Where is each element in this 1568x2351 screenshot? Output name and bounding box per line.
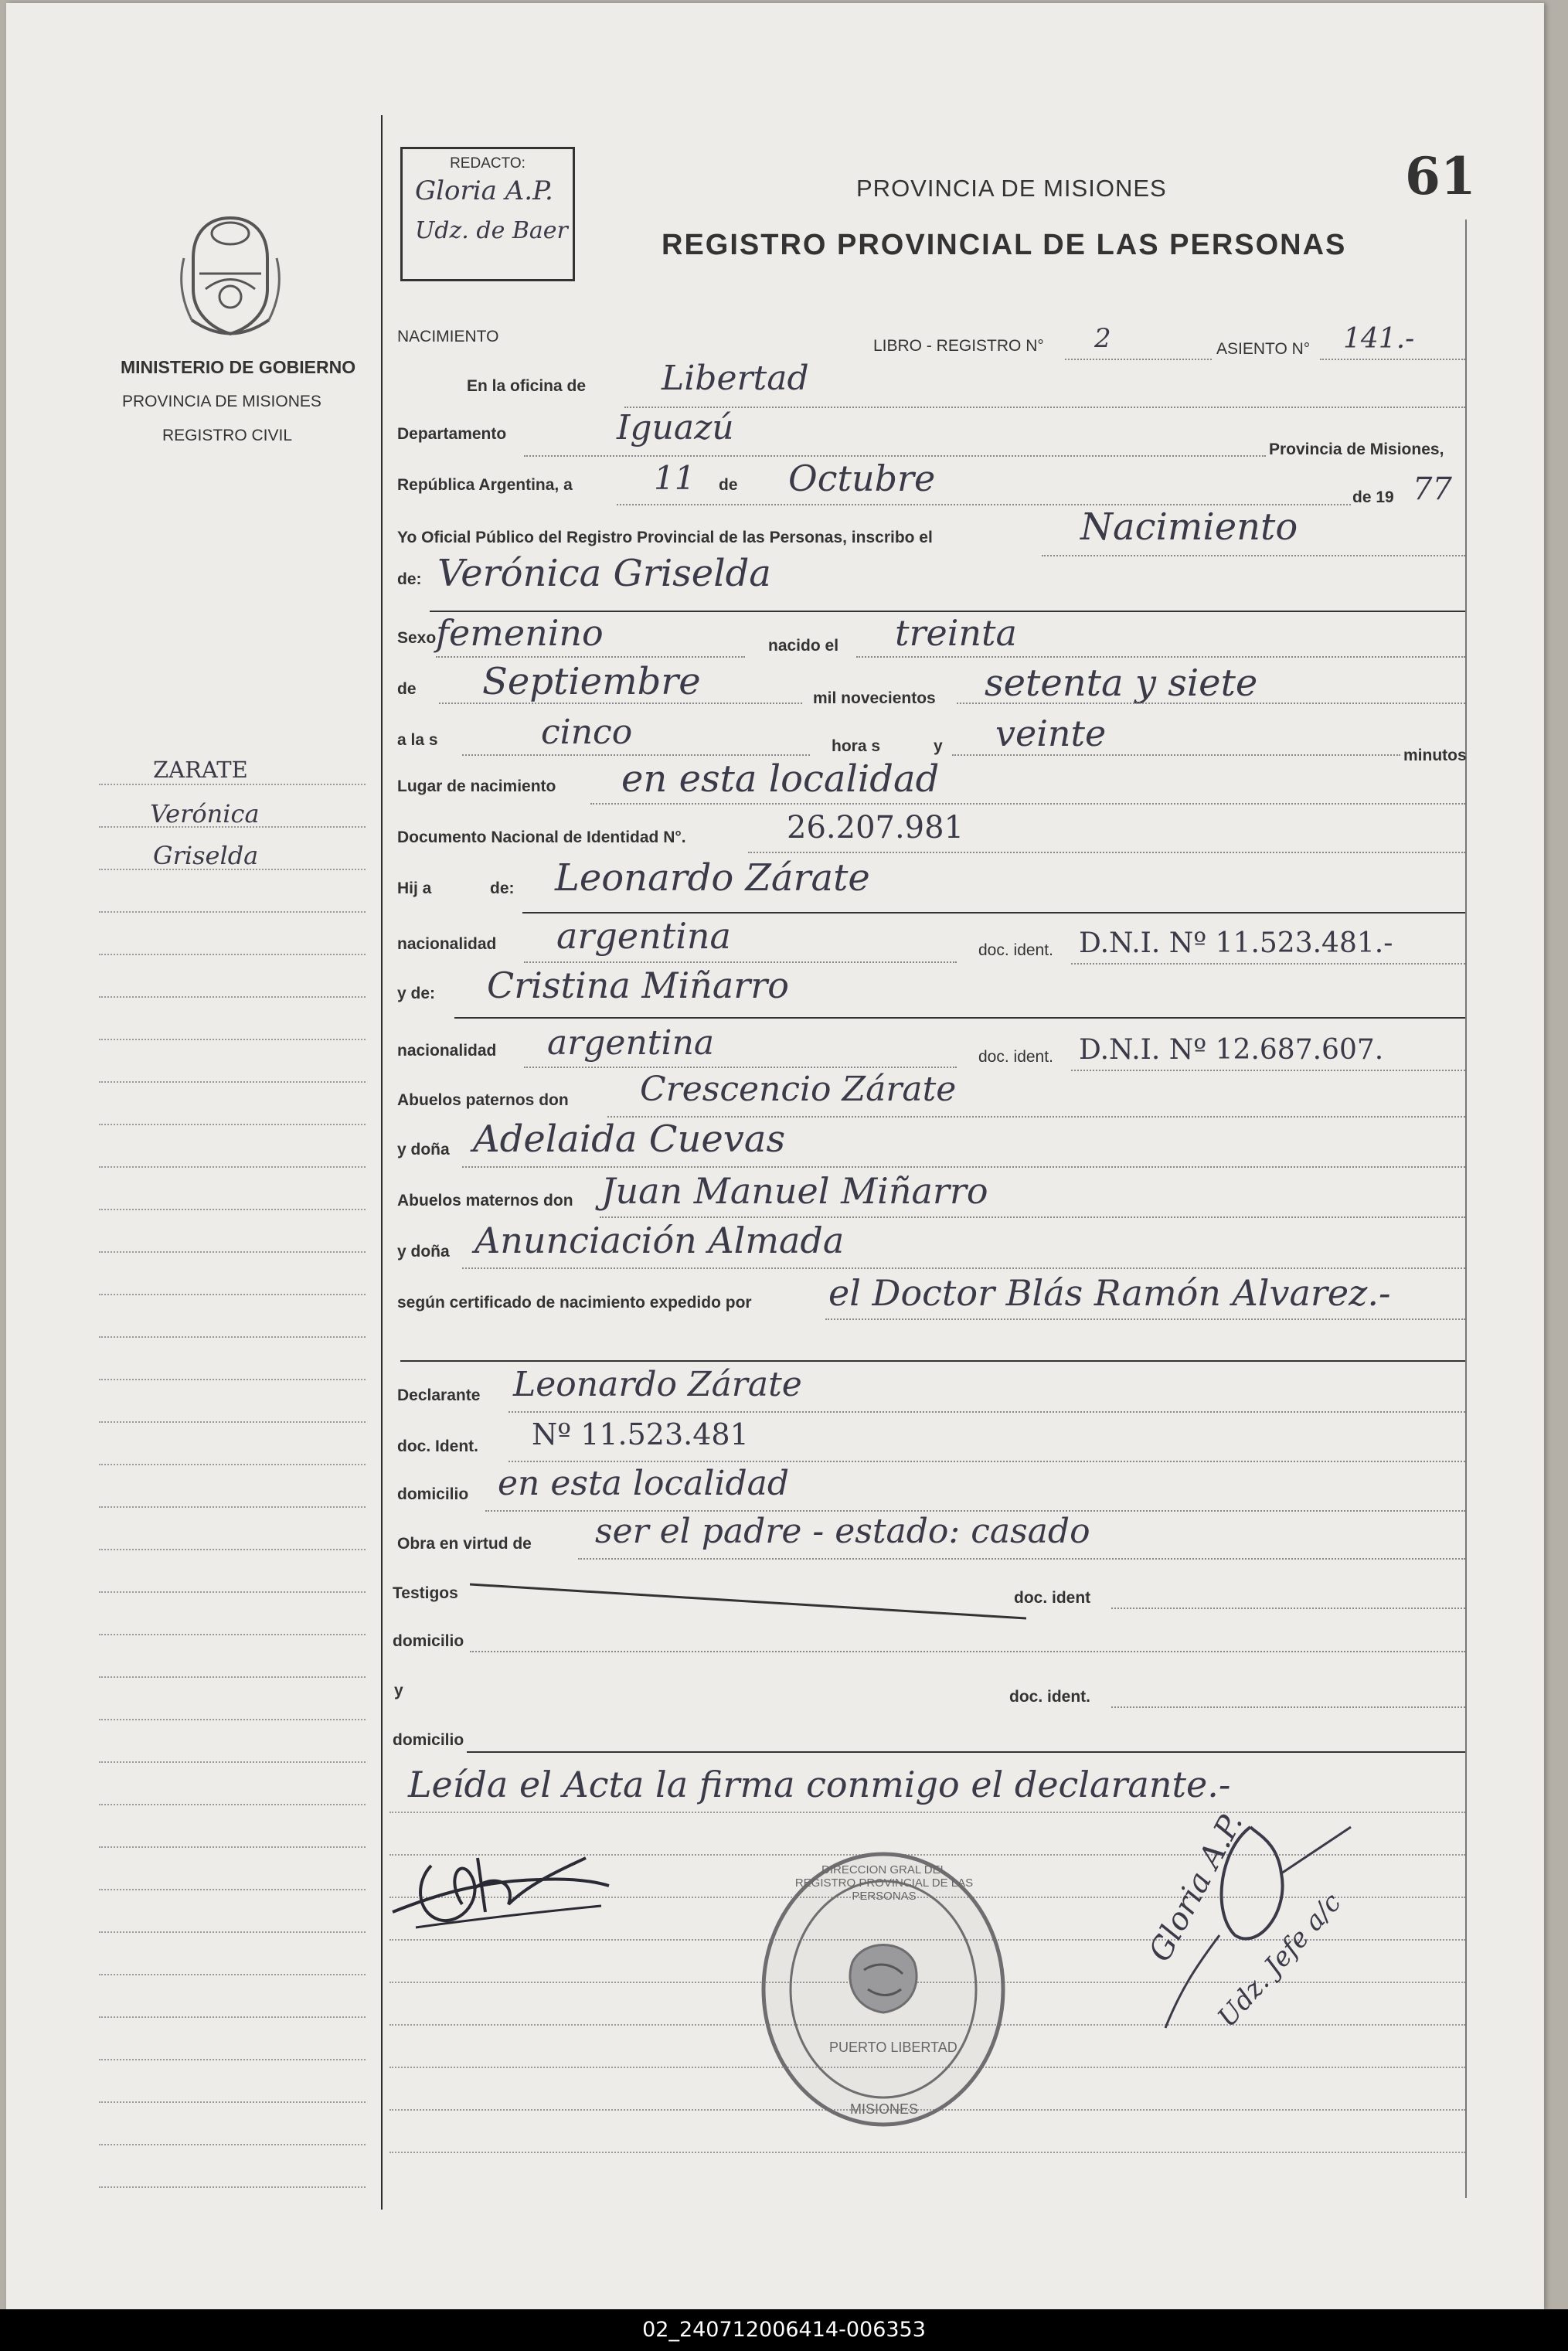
seal-sub: MISIONES bbox=[850, 2101, 919, 2117]
sexo-line bbox=[436, 656, 745, 658]
mil-label: mil novecientos bbox=[813, 689, 936, 707]
declarante-value: Leonardo Zárate bbox=[513, 1365, 802, 1404]
year-value: 77 bbox=[1413, 471, 1452, 507]
sidebar-rule-line bbox=[99, 996, 366, 998]
abuelo-pat-value: Crescencio Zárate bbox=[640, 1070, 957, 1109]
abuela-mat-value: Anunciación Almada bbox=[474, 1220, 845, 1261]
hora-label: hora s bbox=[832, 737, 881, 755]
minutos-label: minutos bbox=[1403, 747, 1467, 764]
certificado-label: según certificado de nacimiento expedido por bbox=[397, 1294, 752, 1312]
nacido-label: nacido el bbox=[768, 637, 839, 655]
nac1-value: argentina bbox=[556, 915, 731, 957]
hora-value: cinco bbox=[541, 713, 633, 752]
declarante-line bbox=[508, 1411, 1465, 1413]
right-margin-rule bbox=[1465, 219, 1467, 2198]
sidebar-civil: REGISTRO CIVIL bbox=[162, 427, 293, 444]
seal-text: DIRECCION GRAL DEL REGISTRO PROVINCIAL DE LAS PERSONAS bbox=[794, 1863, 974, 1903]
ala-label: a la s bbox=[397, 731, 438, 749]
anio-line bbox=[957, 703, 1465, 704]
obra-value: ser el padre - estado: casado bbox=[595, 1512, 1090, 1551]
asiento-line bbox=[1320, 359, 1465, 360]
nacimiento-label: NACIMIENTO bbox=[397, 328, 499, 345]
departamento-value: Iguazú bbox=[617, 408, 734, 447]
dia-letras: treinta bbox=[895, 612, 1017, 654]
month-value: Octubre bbox=[788, 458, 936, 499]
sidebar-rule-line bbox=[99, 954, 366, 955]
domicilio3-label: domicilio bbox=[393, 1731, 464, 1749]
ydona1-label: y doña bbox=[397, 1141, 450, 1158]
docident2-value: D.N.I. Nº 12.687.607. bbox=[1079, 1034, 1384, 1066]
lugar-line bbox=[590, 803, 1465, 805]
ydona2-label: y doña bbox=[397, 1243, 450, 1261]
hija-label: Hij a bbox=[397, 879, 432, 897]
docident3-value: Nº 11.523.481 bbox=[532, 1417, 749, 1451]
document-page bbox=[6, 3, 1544, 2310]
redacto-box bbox=[400, 147, 575, 281]
dia-line bbox=[856, 656, 1465, 658]
sidebar-rule-line bbox=[99, 1464, 366, 1465]
minutos-line bbox=[952, 754, 1400, 756]
y2-label: y bbox=[394, 1682, 403, 1699]
acto-value: Nacimiento bbox=[1080, 505, 1298, 549]
docident2-label: doc. ident. bbox=[978, 1048, 1053, 1066]
left-margin-rule bbox=[381, 115, 383, 2210]
oficina-line bbox=[624, 407, 1465, 408]
yde-label: y de: bbox=[397, 985, 436, 1002]
sidebar-rule-line bbox=[99, 1931, 366, 1933]
image-caption: 02_240712006414-006353 bbox=[0, 2309, 1568, 2351]
sidebar-rule-line bbox=[99, 2186, 366, 2188]
padre-value: Leonardo Zárate bbox=[555, 856, 870, 900]
yo-oficial-label: Yo Oficial Público del Registro Provincial de las Personas, inscribo el bbox=[397, 529, 933, 546]
madre-line bbox=[454, 1017, 1465, 1019]
redacto-role: Udz. de Baer bbox=[415, 217, 568, 244]
testigos-strike bbox=[470, 1580, 1026, 1626]
sidebar-rule-line bbox=[99, 1549, 366, 1550]
abuelo-mat-value: Juan Manuel Miñarro bbox=[601, 1170, 988, 1212]
sidebar-rule-line bbox=[99, 1124, 366, 1125]
sidebar-surname: ZARATE bbox=[153, 757, 248, 783]
sidebar-rule-line bbox=[99, 1974, 366, 1975]
coat-of-arms-icon bbox=[176, 212, 284, 343]
madre-value: Cristina Miñarro bbox=[487, 965, 789, 1006]
officer-signature-name: Gloria A.P. bbox=[1142, 1807, 1250, 1968]
ministry-title: MINISTERIO DE GOBIERNO bbox=[121, 357, 356, 377]
redacto-label: REDACTO: bbox=[450, 155, 526, 172]
docident1-line bbox=[1071, 963, 1465, 965]
dni-line bbox=[748, 852, 1465, 853]
sidebar-rule-line bbox=[99, 1081, 366, 1083]
provincia-label: Provincia de Misiones, bbox=[1269, 441, 1444, 458]
sidebar-rule-line bbox=[99, 1379, 366, 1380]
lugar-value: en esta localidad bbox=[621, 757, 940, 801]
de4-label: de: bbox=[490, 879, 515, 897]
oficina-value: Libertad bbox=[662, 359, 809, 398]
anio-letras: setenta y siete bbox=[985, 662, 1258, 705]
padre-line bbox=[522, 912, 1465, 914]
docident5-line bbox=[1111, 1706, 1465, 1708]
sidebar-province: PROVINCIA DE MISIONES bbox=[122, 393, 321, 410]
sidebar-rule-line bbox=[99, 2144, 366, 2145]
sexo-label: Sexo bbox=[397, 629, 437, 647]
asiento-label: ASIENTO N° bbox=[1216, 340, 1311, 358]
docident3-line bbox=[508, 1461, 1465, 1462]
sidebar-rule-line bbox=[99, 1251, 366, 1253]
sidebar-rule-line bbox=[99, 1166, 366, 1168]
section-divider bbox=[400, 1360, 1465, 1362]
abuelo-mat-line bbox=[600, 1216, 1465, 1218]
domicilio2-line bbox=[470, 1651, 1465, 1652]
sidebar-rule-line bbox=[99, 1889, 366, 1890]
sidebar-rule-line bbox=[99, 1039, 366, 1040]
domicilio2-label: domicilio bbox=[393, 1632, 464, 1650]
sidebar-rule-line bbox=[99, 1846, 366, 1848]
libro-value: 2 bbox=[1094, 323, 1111, 354]
asiento-value: 141.- bbox=[1343, 323, 1415, 355]
domicilio1-value: en esta localidad bbox=[498, 1464, 790, 1503]
redacto-name: Gloria A.P. bbox=[415, 175, 553, 206]
nac1-line bbox=[524, 961, 957, 963]
year-label: de 19 bbox=[1352, 488, 1394, 506]
sidebar-rule-line bbox=[99, 1761, 366, 1763]
libro-line bbox=[1065, 359, 1212, 360]
departamento-label: Departamento bbox=[397, 425, 507, 443]
sidebar-rule-line bbox=[99, 1506, 366, 1508]
declarante-label: Declarante bbox=[397, 1386, 481, 1404]
sidebar-rule-line bbox=[99, 1336, 366, 1338]
docident4-line bbox=[1111, 1608, 1465, 1609]
docident1-value: D.N.I. Nº 11.523.481.- bbox=[1079, 927, 1393, 959]
nac2-label: nacionalidad bbox=[397, 1042, 497, 1060]
sidebar-given-name-2: Griselda bbox=[153, 841, 259, 870]
day-value: 11 bbox=[654, 459, 696, 497]
official-seal bbox=[756, 1846, 1011, 2132]
abuela-mat-line bbox=[462, 1267, 1465, 1269]
abuela-pat-line bbox=[462, 1166, 1465, 1168]
obra-line bbox=[578, 1558, 1465, 1560]
de3-label: de bbox=[397, 680, 417, 698]
nombre-value: Verónica Griselda bbox=[437, 552, 771, 595]
de-label: de bbox=[719, 476, 738, 494]
lugar-label: Lugar de nacimiento bbox=[397, 777, 556, 795]
sidebar-rule-line bbox=[99, 1676, 366, 1678]
mes-value: Septiembre bbox=[482, 660, 701, 703]
officer-signature-role: Udz. Jefe a/c bbox=[1212, 1887, 1348, 2033]
y-label: y bbox=[934, 737, 943, 755]
de2-label: de: bbox=[397, 570, 422, 588]
hora-line bbox=[462, 754, 810, 756]
sidebar-rule-line bbox=[99, 2016, 366, 2018]
sidebar-rule-line bbox=[99, 911, 366, 913]
leida-text: Leída el Acta la firma conmigo el declarante.- bbox=[408, 1764, 1231, 1805]
docident4-label: doc. ident bbox=[1014, 1589, 1091, 1607]
abuelos-pat-label: Abuelos paternos don bbox=[397, 1091, 569, 1109]
domicilio3-line bbox=[467, 1751, 1465, 1753]
acto-line bbox=[1042, 555, 1465, 556]
sexo-value: femenino bbox=[436, 612, 604, 654]
minutos-value: veinte bbox=[995, 713, 1107, 754]
docident5-label: doc. ident. bbox=[1009, 1688, 1090, 1706]
seal-city: PUERTO LIBERTAD bbox=[829, 2040, 957, 2055]
sidebar-rule-line bbox=[99, 1421, 366, 1423]
abuela-pat-value: Adelaida Cuevas bbox=[473, 1118, 786, 1161]
departamento-line bbox=[524, 455, 1266, 457]
mes-line bbox=[439, 703, 802, 704]
body-rule-line bbox=[389, 2152, 1465, 2153]
oficina-label: En la oficina de bbox=[467, 377, 587, 395]
sidebar-rule-line bbox=[99, 1804, 366, 1805]
sidebar-rule-line bbox=[99, 1209, 366, 1210]
docident3-label: doc. Ident. bbox=[397, 1437, 478, 1455]
nac2-line bbox=[524, 1067, 957, 1068]
sidebar-rule-line bbox=[99, 1294, 366, 1295]
sidebar-rule-line bbox=[99, 2101, 366, 2103]
nac2-value: argentina bbox=[547, 1023, 715, 1063]
sidebar-given-name-1: Verónica bbox=[150, 799, 260, 828]
sidebar-rule-line bbox=[99, 1591, 366, 1593]
sidebar-rule-line bbox=[99, 2059, 366, 2060]
domicilio1-label: domicilio bbox=[397, 1485, 469, 1503]
docident2-line bbox=[1071, 1070, 1465, 1071]
libro-label: LIBRO - REGISTRO N° bbox=[873, 337, 1044, 355]
certificado-line bbox=[825, 1318, 1465, 1320]
registry-heading: REGISTRO PROVINCIAL DE LAS PERSONAS bbox=[662, 229, 1347, 261]
dni-value: 26.207.981 bbox=[787, 810, 964, 845]
sidebar-rule-line bbox=[99, 1719, 366, 1720]
republica-label: República Argentina, a bbox=[397, 476, 573, 494]
testigos-label: Testigos bbox=[393, 1584, 458, 1602]
declarant-signature-icon bbox=[385, 1835, 617, 1943]
sidebar-rule-line bbox=[99, 1634, 366, 1635]
province-heading: PROVINCIA DE MISIONES bbox=[856, 175, 1167, 202]
nac1-label: nacionalidad bbox=[397, 935, 497, 953]
sidebar-rule-line bbox=[99, 784, 366, 785]
page-number: 61 bbox=[1405, 146, 1476, 206]
obra-label: Obra en virtud de bbox=[397, 1535, 532, 1553]
docident1-label: doc. ident. bbox=[978, 941, 1053, 959]
abuelos-mat-label: Abuelos maternos don bbox=[397, 1192, 573, 1210]
certificado-value: el Doctor Blás Ramón Alvarez.- bbox=[828, 1272, 1391, 1314]
dni-label: Documento Nacional de Identidad N°. bbox=[397, 828, 686, 846]
